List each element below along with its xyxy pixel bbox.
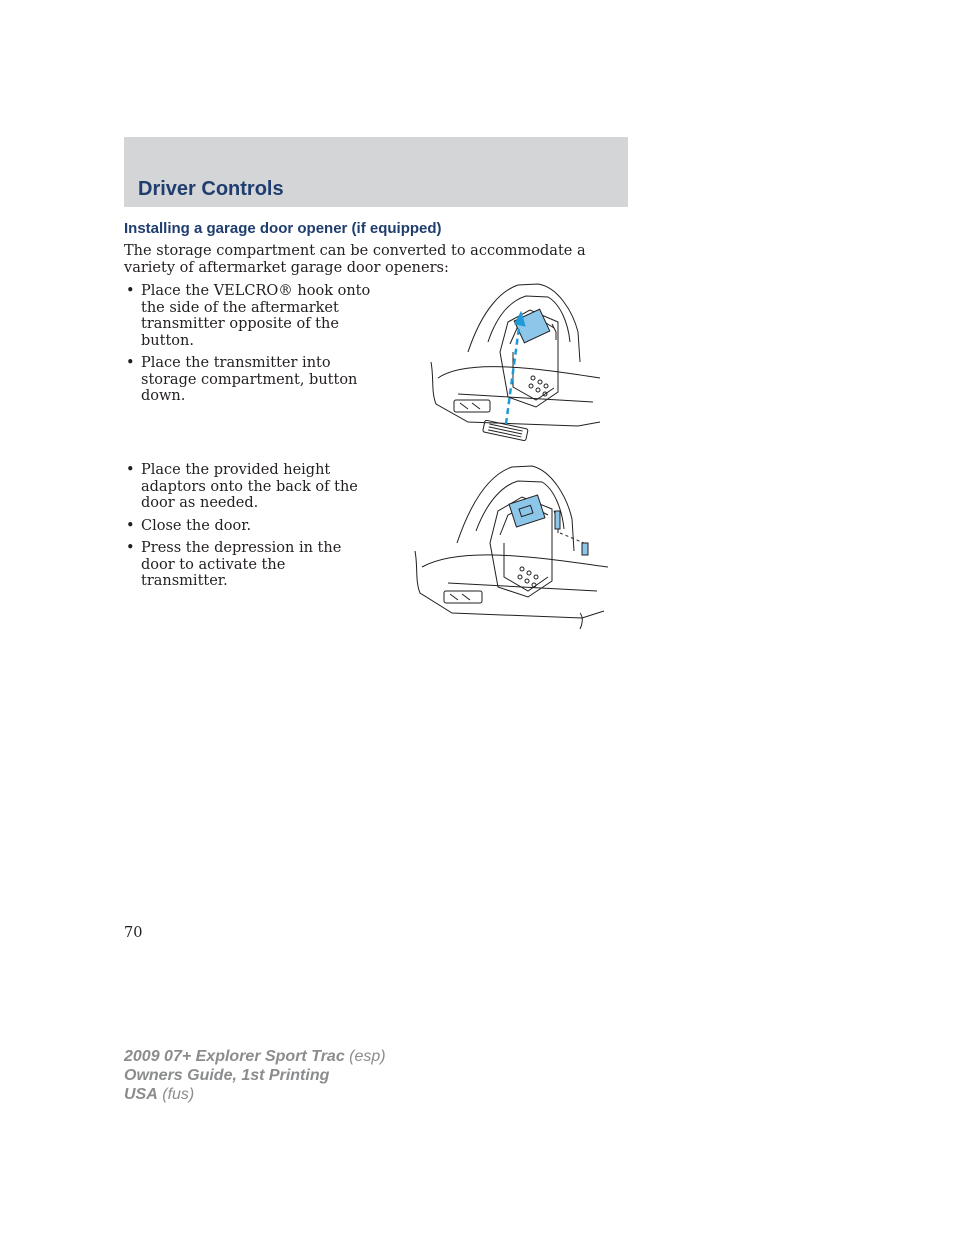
section-header-band	[124, 137, 628, 207]
footer-guide: Owners Guide, 1st Printing	[124, 1067, 330, 1084]
door-closing-illustration	[412, 463, 610, 631]
list-item: • Place the VELCRO® hook onto the side of the aftermarket transmitter opposite of the button.	[124, 283, 376, 349]
list-item: • Close the door.	[124, 518, 376, 535]
list-item: • Place the transmitter into storage compartment, button down.	[124, 355, 376, 405]
document-footer	[124, 1047, 386, 1104]
footer-market-code: (fus)	[162, 1086, 195, 1103]
footer-line-market	[124, 1085, 386, 1104]
list-item: • Place the provided height adaptors onto the back of the door as needed.	[124, 462, 376, 512]
intro-paragraph: The storage compartment can be converted to accommodate a variety of aftermarket garage door openers:	[124, 243, 586, 276]
footer-line-model	[124, 1047, 386, 1066]
list-item: • Press the depression in the door to activate the transmitter.	[124, 540, 376, 590]
footer-model: 2009 07+ Explorer Sport Trac	[124, 1048, 345, 1065]
steps-list-1	[124, 283, 376, 411]
footer-model-code: (esp)	[349, 1048, 386, 1065]
footer-market: USA	[124, 1086, 158, 1103]
steps-list-2	[124, 462, 376, 596]
page-number: 70	[124, 925, 143, 941]
section-title: Driver Controls	[138, 178, 284, 200]
subheading: Installing a garage door opener (if equipped)	[124, 220, 442, 237]
footer-line-guide	[124, 1066, 386, 1085]
transmitter-insertion-illustration	[428, 282, 610, 456]
